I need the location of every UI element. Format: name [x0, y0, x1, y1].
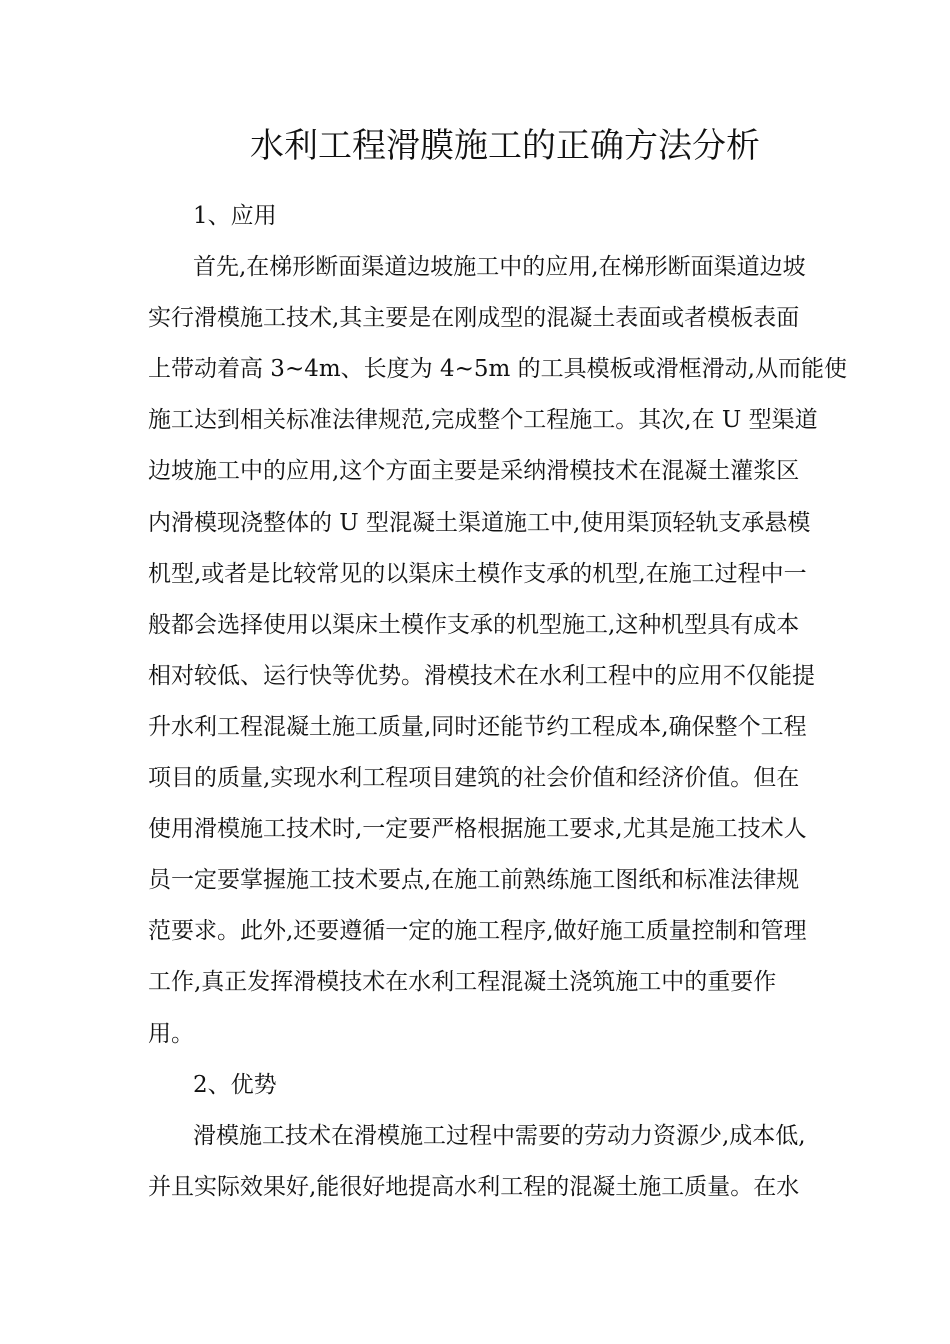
paragraph-line: 升水利工程混凝土施工质量,同时还能节约工程成本,确保整个工程: [148, 714, 807, 740]
paragraph-line: 施工达到相关标准法律规范,完成整个工程施工。其次,在 U 型渠道: [148, 407, 818, 433]
document-title: 水利工程滑膜施工的正确方法分析: [250, 126, 760, 166]
paragraph-line: 范要求。此外,还要遵循一定的施工程序,做好施工质量控制和管理: [148, 918, 807, 944]
paragraph-line: 般都会选择使用以渠床土模作支承的机型施工,这种机型具有成本: [148, 612, 800, 638]
paragraph-line: 相对较低、运行快等优势。滑模技术在水利工程中的应用不仅能提: [148, 663, 815, 689]
section-heading-2: 2、优势: [193, 1072, 277, 1098]
paragraph-line: 机型,或者是比较常见的以渠床土模作支承的机型,在施工过程中一: [148, 561, 807, 587]
paragraph-line: 内滑模现浇整体的 U 型混凝土渠道施工中,使用渠顶轻轨支承悬模: [148, 510, 811, 536]
paragraph-line: 用。: [148, 1021, 194, 1047]
paragraph-line: 员一定要掌握施工技术要点,在施工前熟练施工图纸和标准法律规: [148, 867, 800, 893]
paragraph-line: 使用滑模施工技术时,一定要严格根据施工要求,尤其是施工技术人: [148, 816, 807, 842]
paragraph-line: 实行滑模施工技术,其主要是在刚成型的混凝土表面或者模板表面: [148, 305, 800, 331]
paragraph-line: 工作,真正发挥滑模技术在水利工程混凝土浇筑施工中的重要作: [148, 969, 777, 995]
paragraph-line: 并且实际效果好,能很好地提高水利工程的混凝土施工质量。在水: [148, 1174, 800, 1200]
paragraph-line: 项目的质量,实现水利工程项目建筑的社会价值和经济价值。但在: [148, 765, 800, 791]
paragraph-line: 滑模施工技术在滑模施工过程中需要的劳动力资源少,成本低,: [193, 1123, 806, 1149]
section-heading-1: 1、应用: [193, 203, 277, 229]
paragraph-line: 首先,在梯形断面渠道边坡施工中的应用,在梯形断面渠道边坡: [193, 254, 806, 280]
paragraph-line: 边坡施工中的应用,这个方面主要是采纳滑模技术在混凝土灌浆区: [148, 458, 800, 484]
paragraph-line: 上带动着高 3~4m、长度为 4~5m 的工具模板或滑框滑动,从而能使: [148, 356, 847, 382]
